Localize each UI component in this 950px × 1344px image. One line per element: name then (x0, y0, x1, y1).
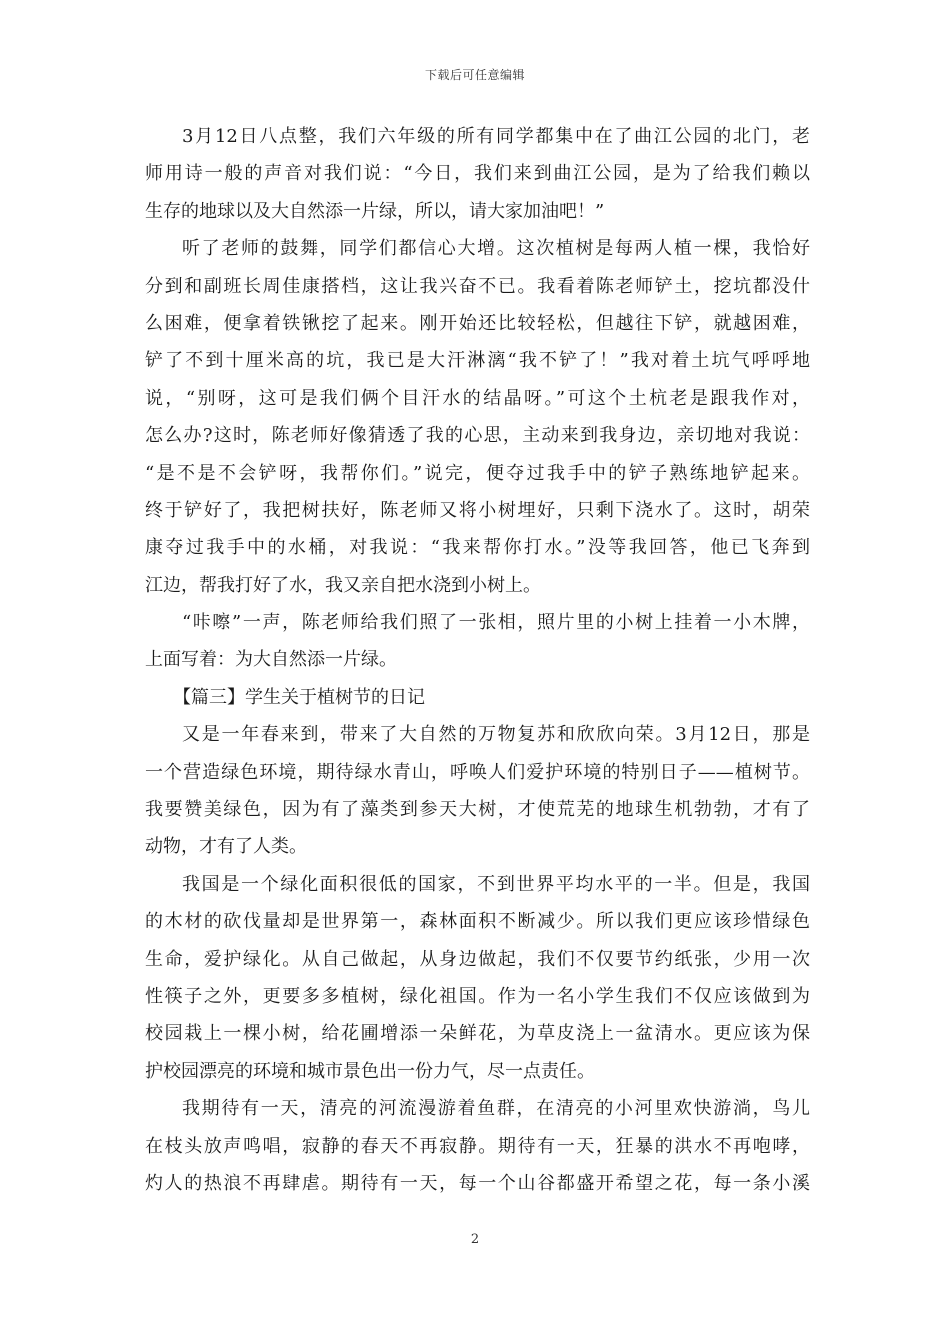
text-line: 性筷子之外，更要多多植树，绿化祖国。作为一名小学生我们不仅应该做到为 (145, 985, 810, 1007)
page-number: 2 (470, 1232, 480, 1247)
text-line: 生命，爱护绿化。从自己做起，从身边做起，我们不仅要节约纸张，少用一次 (145, 948, 810, 970)
text-line: 生存的地球以及大自然添一片绿，所以，请大家加油吧！” (145, 200, 605, 222)
text-line: 我期待有一天，清亮的河流漫游着鱼群，在清亮的小河里欢快游淌，鸟儿 (182, 1098, 810, 1120)
text-line: 我国是一个绿化面积很低的国家，不到世界平均水平的一半。但是，我国 (182, 873, 810, 895)
text-line: 动物，才有了人类。 (145, 836, 307, 858)
text-line: 师用诗一般的声音对我们说：“今日，我们来到曲江公园，是为了给我们赖以 (145, 163, 810, 185)
text-line: 铲了不到十厘米高的坑，我已是大汗淋漓“我不铲了！”我对着土坑气呼呼地 (145, 350, 810, 372)
text-line: 在枝头放声鸣唱，寂静的春天不再寂静。期待有一天，狂暴的洪水不再咆哮， (145, 1135, 810, 1157)
text-line: “是不是不会铲呀，我帮你们。”说完，便夺过我手中的铲子熟练地铲起来。 (145, 462, 810, 484)
text-line: 3月12日八点整，我们六年级的所有同学都集中在了曲江公园的北门，老 (182, 126, 810, 147)
text-line: 康夺过我手中的水桶，对我说：“我来帮你打水。”没等我回答，他已飞奔到 (145, 537, 810, 559)
text-line: 护校园漂亮的环境和城市景色出一份力气，尽一点责任。 (145, 1060, 595, 1082)
text-line: 灼人的热浪不再肆虐。期待有一天，每一个山谷都盛开希望之花，每一条小溪 (145, 1172, 810, 1194)
text-line: 说，“别呀，这可是我们俩个目汗水的结晶呀。”可这个土杭老是跟我作对， (145, 387, 810, 409)
text-line: 又是一年春来到，带来了大自然的万物复苏和欣欣向荣。3月12日，那是 (182, 724, 810, 746)
text-line: 的木材的砍伐量却是世界第一，森林面积不断减少。所以我们更应该珍惜绿色 (145, 911, 810, 933)
document-body (145, 118, 810, 1202)
text-line: 分到和副班长周佳康搭档，这让我兴奋不已。我看着陈老师铲土，挖坑都没什 (145, 275, 810, 297)
text-line: 校园栽上一棵小树，给花圃增添一朵鲜花，为草皮浇上一盆清水。更应该为保 (145, 1023, 810, 1045)
text-line: “咔嚓”一声，陈老师给我们照了一张相，照片里的小树上挂着一小木牌， (182, 612, 810, 634)
text-line: 么困难，便拿着铁锹挖了起来。刚开始还比较轻松，但越往下铲，就越困难， (145, 312, 810, 334)
text-line: 听了老师的鼓舞，同学们都信心大增。这次植树是每两人植一棵，我恰好 (182, 238, 810, 260)
page-header: 下载后可任意编辑 (424, 68, 525, 82)
section-heading: 【篇三】学生关于植树节的日记 (173, 686, 425, 708)
text-line: 我要赞美绿色，因为有了藻类到参天大树，才使荒芜的地球生机勃勃，才有了 (145, 799, 810, 821)
text-line: 一个营造绿色环境，期待绿水青山，呼唤人们爱护环境的特别日子——植树节。 (145, 761, 810, 783)
text-line: 上面写着：为大自然添一片绿。 (145, 649, 397, 671)
text-line: 怎么办?这时，陈老师好像猜透了我的心思，主动来到我身边，亲切地对我说： (145, 425, 810, 447)
text-line: 江边，帮我打好了水，我又亲自把水浇到小树上。 (145, 574, 541, 596)
text-line: 终于铲好了，我把树扶好，陈老师又将小树埋好，只剩下浇水了。这时，胡荣 (145, 499, 810, 521)
